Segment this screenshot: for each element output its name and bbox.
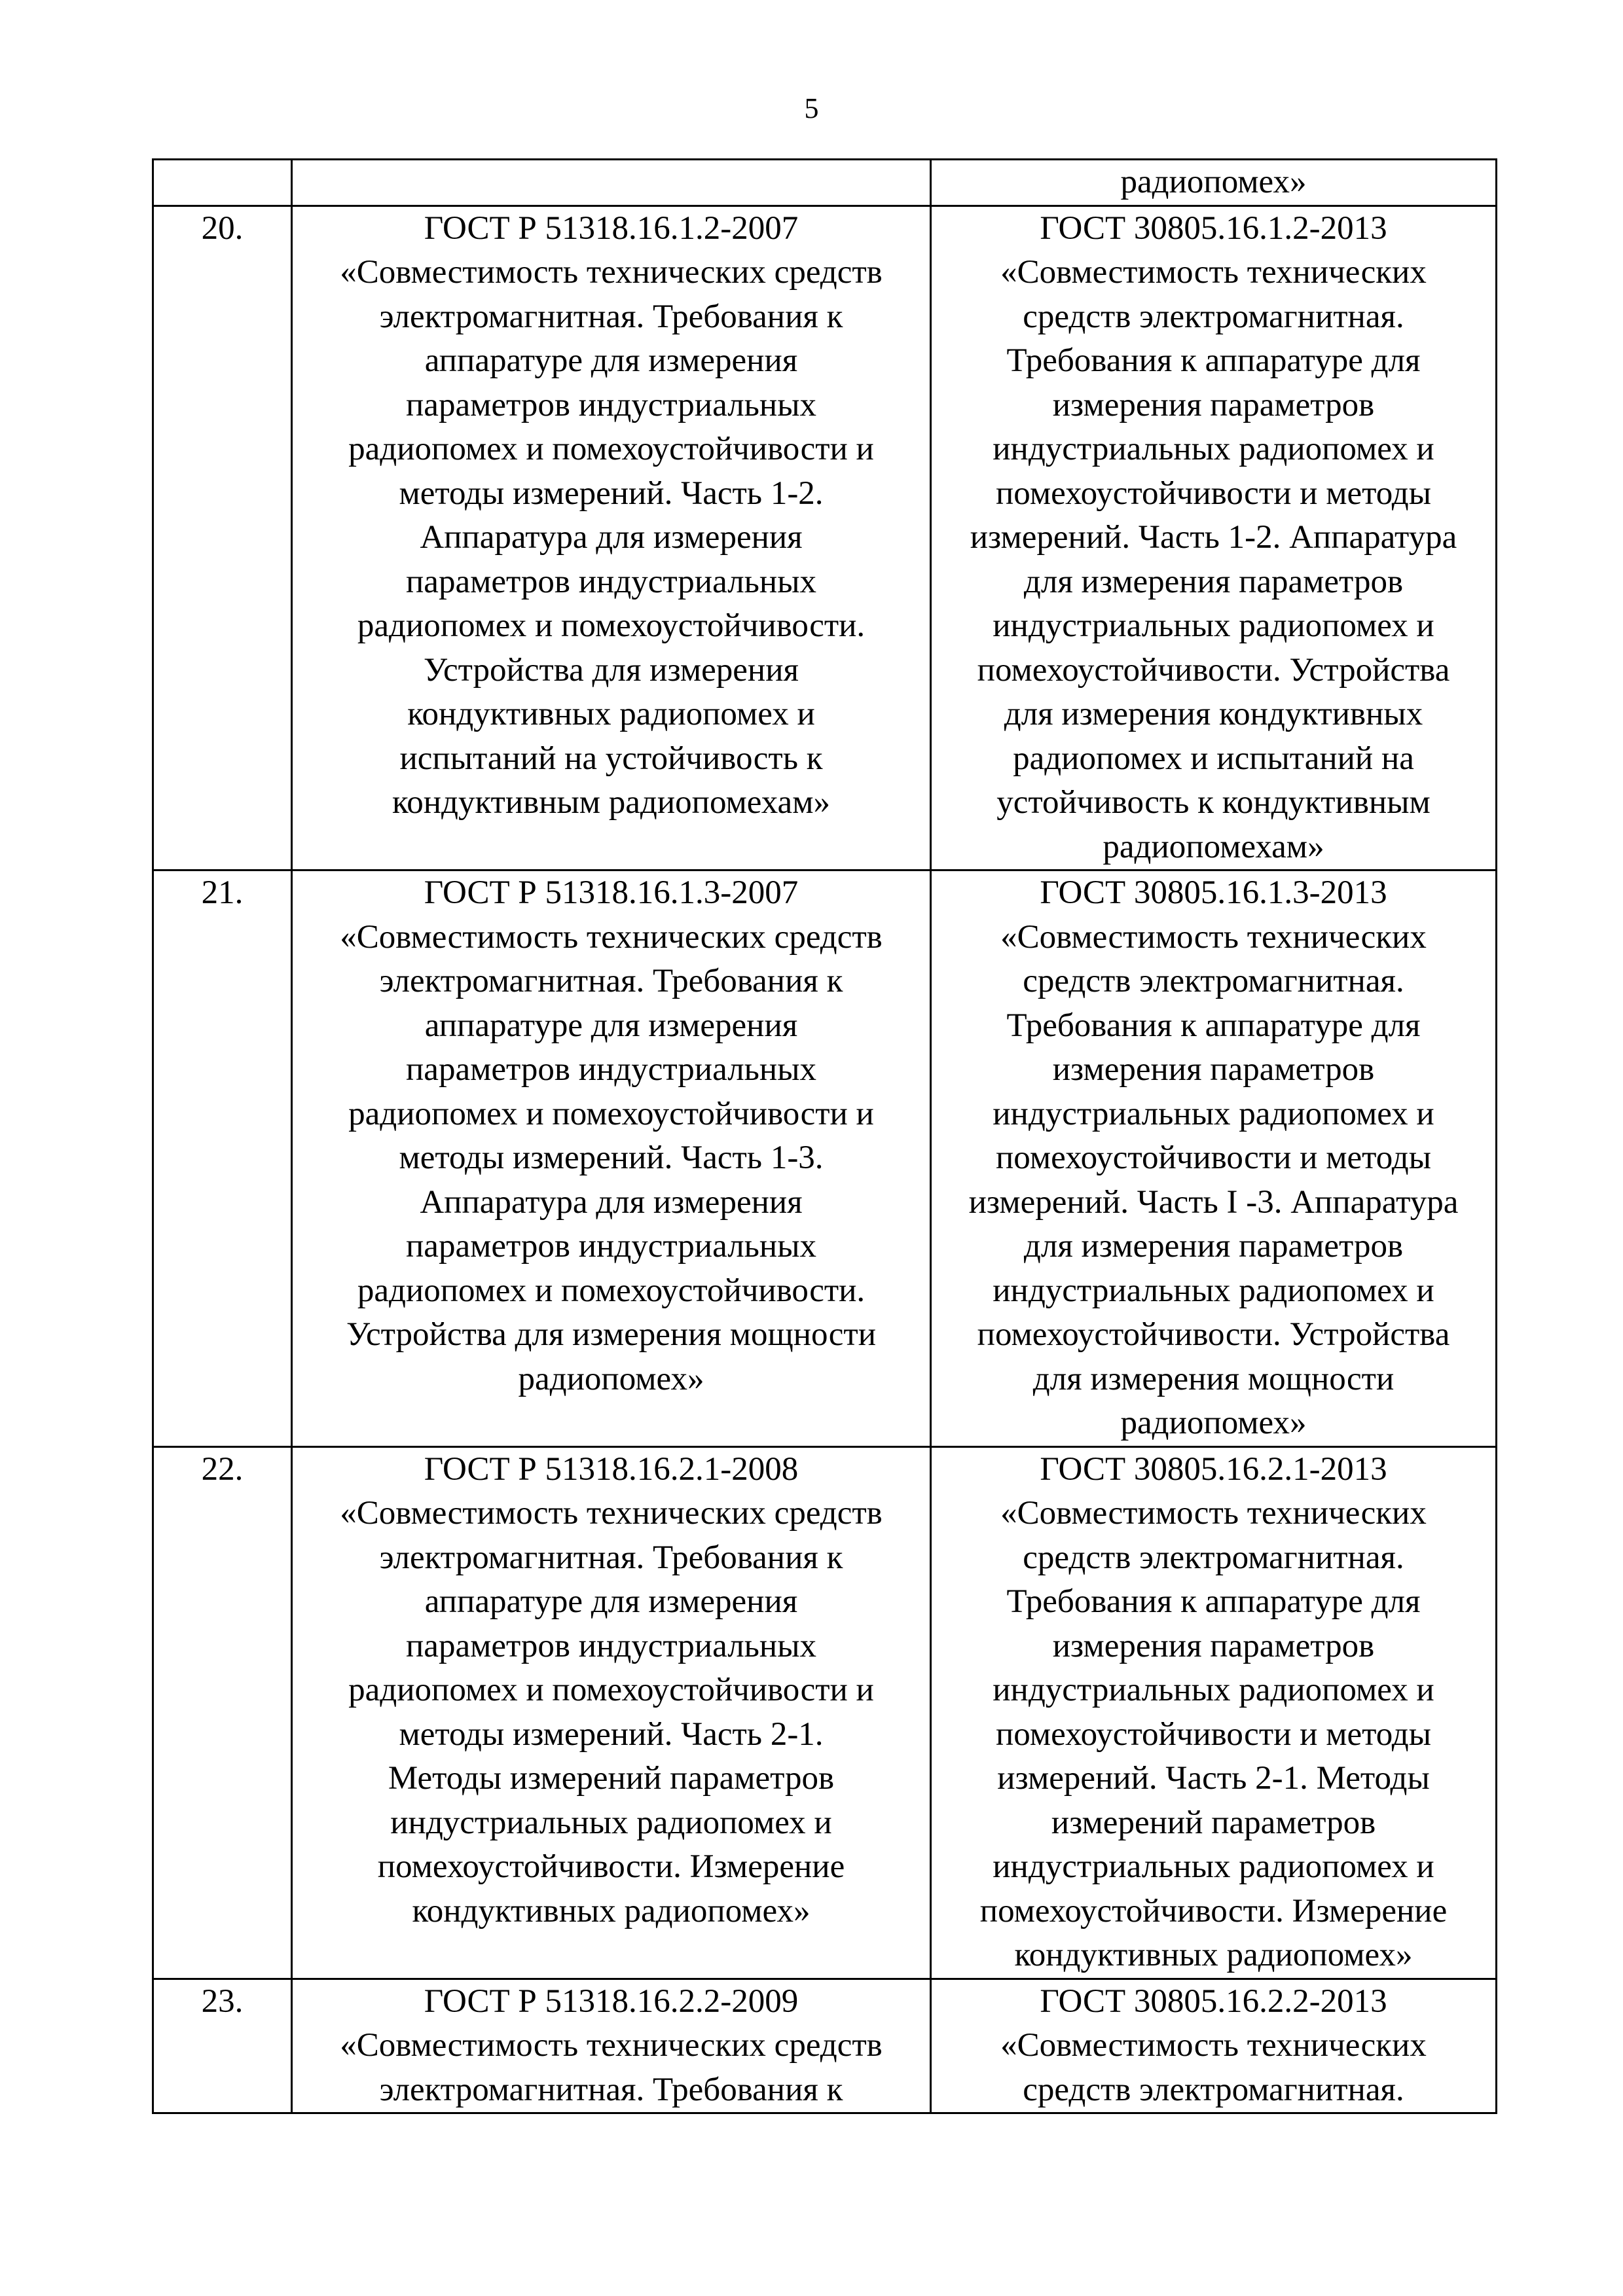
text-line: кондуктивных радиопомех» <box>1014 1937 1413 1973</box>
text-line: ГОСТ 30805.16.2.2-2013 <box>1040 1982 1387 2020</box>
text-line: Методы измерений параметров <box>388 1760 835 1797</box>
text-line: ГОСТ 30805.16.2.1-2013 <box>1040 1450 1387 1488</box>
text-line: радиопомех» <box>1120 1405 1307 1441</box>
old-standard-cell <box>292 160 931 206</box>
text-line: радиопомех» <box>518 1360 704 1397</box>
text-line: ГОСТ Р 51318.16.1.3-2007 <box>424 874 799 911</box>
text-line: «Совместимость технических <box>1000 1495 1427 1532</box>
text-line: «Совместимость технических <box>1000 918 1427 956</box>
text-line: Требования к аппаратуре для <box>1006 1007 1421 1044</box>
old-standard-cell <box>292 1446 931 1979</box>
new-standard-cell <box>931 870 1497 1447</box>
text-line: средств электромагнитная. <box>1023 963 1404 999</box>
text-line: ГОСТ Р 51318.16.2.2-2009 <box>424 1982 799 2020</box>
text-line: «Совместимость технических средств <box>340 918 883 956</box>
text-line: электромагнитная. Требования к <box>379 2071 843 2108</box>
standards-table <box>152 158 1497 2114</box>
text-line: помехоустойчивости. Измерение <box>377 1848 845 1885</box>
text-line: параметров индустриальных <box>406 1051 816 1088</box>
text-line: помехоустойчивости и методы <box>996 1715 1431 1753</box>
text-line: кондуктивных радиопомех и <box>407 696 815 732</box>
text-line: для измерения кондуктивных <box>1004 696 1423 732</box>
text-line: аппаратуре для измерения <box>424 1583 798 1620</box>
row-number-cell: 21. <box>153 870 292 1447</box>
text-line: измерения параметров <box>1052 1051 1375 1088</box>
table-row <box>153 1446 1497 1979</box>
text-line: ГОСТ Р 51318.16.2.1-2008 <box>424 1450 799 1488</box>
new-standard-cell <box>931 1446 1497 1979</box>
text-line: параметров индустриальных <box>406 1627 816 1664</box>
text-line: «Совместимость технических <box>1000 2027 1427 2064</box>
text-line: радиопомех и помехоустойчивости. <box>357 1272 866 1309</box>
text-line: индустриальных радиопомех и <box>390 1804 832 1841</box>
standards-table-body <box>153 160 1497 2113</box>
text-line: «Совместимость технических средств <box>340 2027 883 2064</box>
new-standard-cell <box>931 1979 1497 2113</box>
text-line: устойчивость к кондуктивным <box>996 784 1431 821</box>
text-line: измерений. Часть I -3. Аппаратура <box>968 1183 1459 1221</box>
text-line: помехоустойчивости. Устройства <box>977 1316 1450 1353</box>
text-line: помехоустойчивости и методы <box>996 1139 1431 1176</box>
text-line: Требования к аппаратуре для <box>1006 342 1421 379</box>
text-line: методы измерений. Часть 1-3. <box>399 1139 824 1176</box>
text-line: средств электромагнитная. <box>1023 1539 1404 1576</box>
new-standard-cell <box>931 160 1497 206</box>
text-line: индустриальных радиопомех и <box>993 1272 1434 1309</box>
text-line: радиопомехам» <box>1103 828 1324 865</box>
new-standard-cell <box>931 206 1497 870</box>
text-line: индустриальных радиопомех и <box>993 1095 1434 1132</box>
text-line: радиопомех» <box>1120 164 1307 200</box>
text-line: индустриальных радиопомех и <box>993 431 1434 467</box>
text-line: измерения параметров <box>1052 1627 1375 1664</box>
table-row <box>153 1979 1497 2113</box>
text-line: для измерения параметров <box>1023 1228 1404 1265</box>
row-number-cell: 20. <box>153 206 292 870</box>
text-line: методы измерений. Часть 2-1. <box>399 1715 824 1753</box>
table-row <box>153 870 1497 1447</box>
text-line: электромагнитная. Требования к <box>379 963 843 999</box>
text-line: индустриальных радиопомех и <box>993 1672 1434 1708</box>
text-line: методы измерений. Часть 1-2. <box>399 475 824 512</box>
text-line: кондуктивных радиопомех» <box>412 1892 811 1929</box>
old-standard-cell <box>292 870 931 1447</box>
text-line: индустриальных радиопомех и <box>993 1848 1434 1885</box>
text-line: аппаратуре для измерения <box>424 1007 798 1044</box>
row-number-cell <box>153 160 292 206</box>
text-line: ГОСТ 30805.16.1.3-2013 <box>1040 874 1387 911</box>
text-line: испытаний на устойчивость к <box>399 740 823 777</box>
text-line: «Совместимость технических средств <box>340 254 883 291</box>
text-line: для измерения мощности <box>1032 1360 1395 1397</box>
text-line: помехоустойчивости. Устройства <box>977 651 1450 689</box>
text-line: помехоустойчивости и методы <box>996 475 1431 512</box>
row-number-cell: 23. <box>153 1979 292 2113</box>
text-line: измерения параметров <box>1052 386 1375 423</box>
text-line: электромагнитная. Требования к <box>379 298 843 335</box>
text-line: аппаратуре для измерения <box>424 342 798 379</box>
text-line: «Совместимость технических средств <box>340 1495 883 1532</box>
text-line: измерений. Часть 2-1. Методы <box>997 1760 1430 1797</box>
text-line: средств электромагнитная. <box>1023 298 1404 335</box>
text-line: радиопомех и испытаний на <box>1013 740 1414 777</box>
text-line: для измерения параметров <box>1023 563 1404 600</box>
text-line: радиопомех и помехоустойчивости и <box>348 1095 874 1132</box>
text-line: измерений параметров <box>1051 1804 1376 1841</box>
text-line: средств электромагнитная. <box>1023 2071 1404 2108</box>
table-row-continuation <box>153 160 1497 206</box>
row-number-cell: 22. <box>153 1446 292 1979</box>
text-line: параметров индустриальных <box>406 1228 816 1265</box>
text-line: параметров индустриальных <box>406 563 816 600</box>
text-line: ГОСТ Р 51318.16.1.2-2007 <box>424 209 799 247</box>
text-line: радиопомех и помехоустойчивости и <box>348 431 874 467</box>
text-line: помехоустойчивости. Измерение <box>979 1892 1448 1929</box>
page-number: 5 <box>804 92 819 124</box>
text-line: ГОСТ 30805.16.1.2-2013 <box>1040 209 1387 247</box>
text-line: Устройства для измерения <box>424 651 799 689</box>
text-line: радиопомех и помехоустойчивости. <box>357 607 866 644</box>
text-line: Требования к аппаратуре для <box>1006 1583 1421 1620</box>
text-line: измерений. Часть 1-2. Аппаратура <box>970 519 1457 556</box>
old-standard-cell <box>292 206 931 870</box>
text-line: Аппаратура для измерения <box>420 1183 803 1221</box>
table-row <box>153 206 1497 870</box>
old-standard-cell <box>292 1979 931 2113</box>
text-line: Устройства для измерения мощности <box>346 1316 877 1353</box>
text-line: электромагнитная. Требования к <box>379 1539 843 1576</box>
text-line: Аппаратура для измерения <box>420 519 803 556</box>
text-line: радиопомех и помехоустойчивости и <box>348 1672 874 1708</box>
text-line: кондуктивным радиопомехам» <box>392 784 830 821</box>
text-line: «Совместимость технических <box>1000 254 1427 291</box>
text-line: индустриальных радиопомех и <box>993 607 1434 644</box>
text-line: параметров индустриальных <box>406 386 816 423</box>
